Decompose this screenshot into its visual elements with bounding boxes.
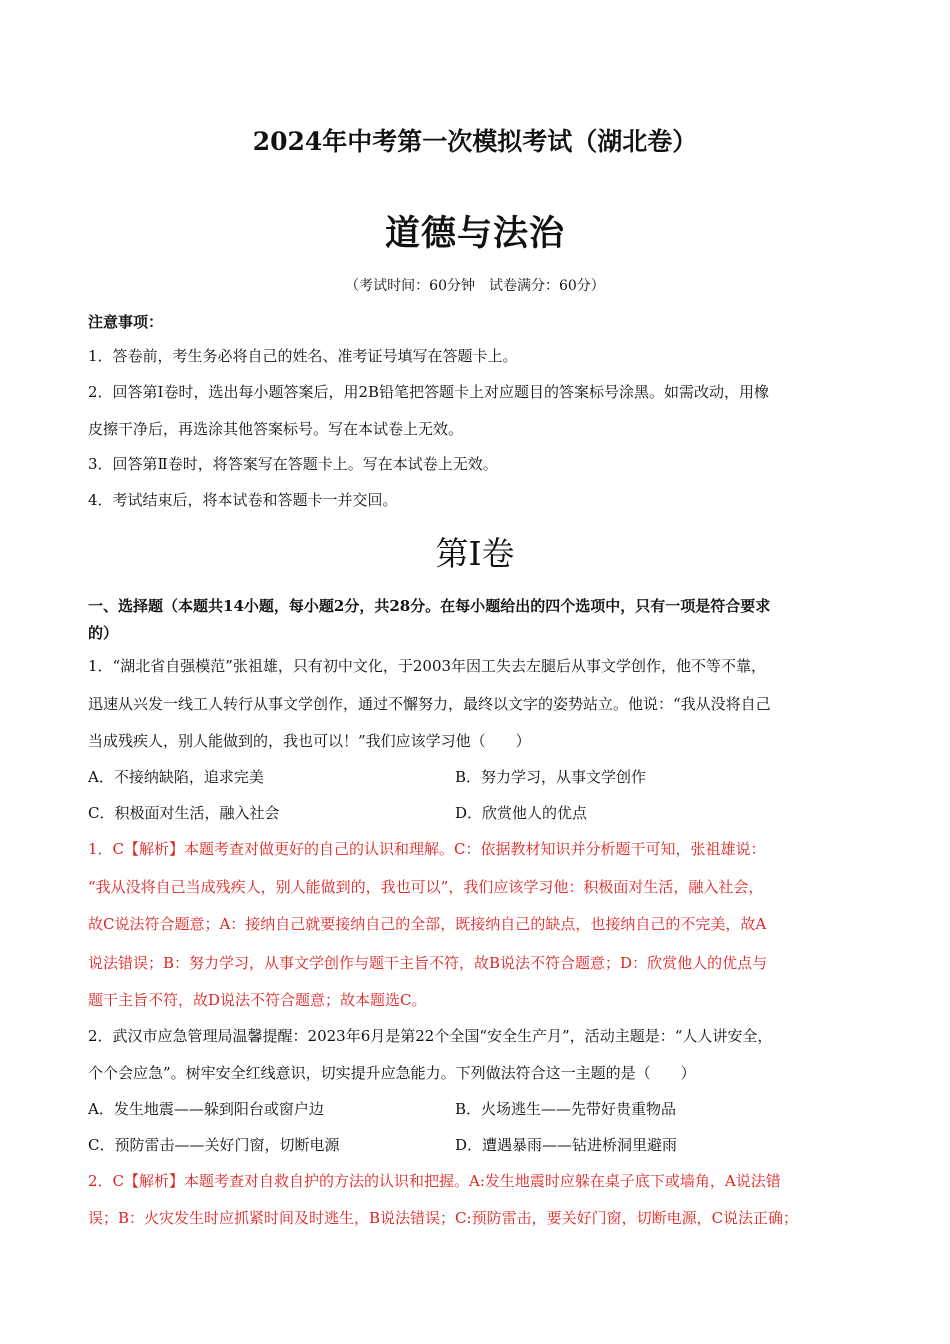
notice-item: 皮擦干净后，再选涂其他答案标号。写在本试卷上无效。 bbox=[88, 420, 464, 438]
question-2-option-a: A．发生地震——躲到阳台或窗户边 bbox=[88, 1100, 324, 1118]
question-1-answer: 1．C【解析】本题考查对做更好的自己的认识和理解。C：依据教材知识并分析题干可知，张祖雄说： bbox=[88, 840, 766, 858]
part-heading: 一、选择题（本题共14小题，每小题2分，共28分。在每小题给出的四个选项中，只有一项是符合要求 bbox=[88, 597, 771, 615]
question-2-stem: 2．武汉市应急管理局温馨提醒：2023年6月是第22个全国“安全生产月”，活动主题是：“人人讲安全， bbox=[88, 1027, 773, 1045]
question-2-option-b: B．火场逃生——先带好贵重物品 bbox=[455, 1100, 677, 1118]
notice-item: 1．答卷前，考生务必将自己的姓名、准考证号填写在答题卡上。 bbox=[88, 347, 518, 365]
question-2-answer: 2．C【解析】本题考查对自救自护的方法的认识和把握。A:发生地震时应躲在桌子底下或墙角，A说法错 bbox=[88, 1172, 781, 1190]
exam-info: （考试时间：60分钟 试卷满分：60分） bbox=[345, 278, 605, 294]
question-2-option-c: C．预防雷击——关好门窗，切断电源 bbox=[88, 1136, 340, 1154]
exam-title: 2024年中考第一次模拟考试（湖北卷） bbox=[252, 127, 698, 156]
question-1-answer: 说法错误；B：努力学习，从事文学创作与题干主旨不符，故B说法不符合题意；D：欣赏他人的优点与 bbox=[88, 954, 768, 972]
notice-item: 3．回答第Ⅱ卷时，将答案写在答题卡上。写在本试卷上无效。 bbox=[88, 455, 498, 473]
question-1-option-a: A．不接纳缺陷，追求完美 bbox=[88, 768, 264, 786]
question-1-option-b: B．努力学习，从事文学创作 bbox=[455, 768, 647, 786]
question-2-answer: 误；B：火灾发生时应抓紧时间及时逃生，B说法错误；C:预防雷击，要关好门窗，切断电源，C说法正确； bbox=[88, 1209, 799, 1227]
question-1-option-c: C．积极面对生活，融入社会 bbox=[88, 804, 280, 822]
question-1-option-d: D．欣赏他人的优点 bbox=[455, 804, 588, 822]
question-2-stem: 个个会应急”。树牢安全红线意识，切实提升应急能力。下列做法符合这一主题的是（ ） bbox=[88, 1064, 696, 1082]
question-1-stem: 1．“湖北省自强模范”张祖雄，只有初中文化，于2003年因工失去左腿后从事文学创作，他不等不靠， bbox=[88, 657, 767, 675]
question-2-option-d: D．遭遇暴雨——钻进桥洞里避雨 bbox=[455, 1136, 678, 1154]
notice-item: 4．考试结束后，将本试卷和答题卡一并交回。 bbox=[88, 491, 398, 509]
question-1-answer: 故C说法符合题意；A：接纳自己就要接纳自己的全部，既接纳自己的缺点，也接纳自己的不完美，故A bbox=[88, 915, 767, 933]
question-1-stem: 当成残疾人，别人能做到的，我也可以！”我们应该学习他（ ） bbox=[88, 732, 531, 750]
question-1-answer: 题干主旨不符，故D说法不符合题意；故本题选C。 bbox=[88, 991, 427, 1009]
part-heading: 的） bbox=[88, 624, 119, 642]
question-1-stem: 迅速从兴发一线工人转行从事文学创作，通过不懈努力，最终以文字的姿势站立。他说：“我从没将自己 bbox=[88, 695, 771, 713]
section-title: 第Ⅰ卷 bbox=[435, 534, 515, 573]
notice-heading: 注意事项： bbox=[88, 313, 164, 331]
subject-title: 道德与法治 bbox=[384, 213, 565, 254]
notice-item: 2．回答第Ⅰ卷时，选出每小题答案后，用2B铅笔把答题卡上对应题目的答案标号涂黑。如需改动，用橡 bbox=[88, 383, 770, 401]
question-1-answer: “我从没将自己当成残疾人，别人能做到的，我也可以”，我们应该学习他：积极面对生活，融入社会， bbox=[88, 878, 764, 896]
